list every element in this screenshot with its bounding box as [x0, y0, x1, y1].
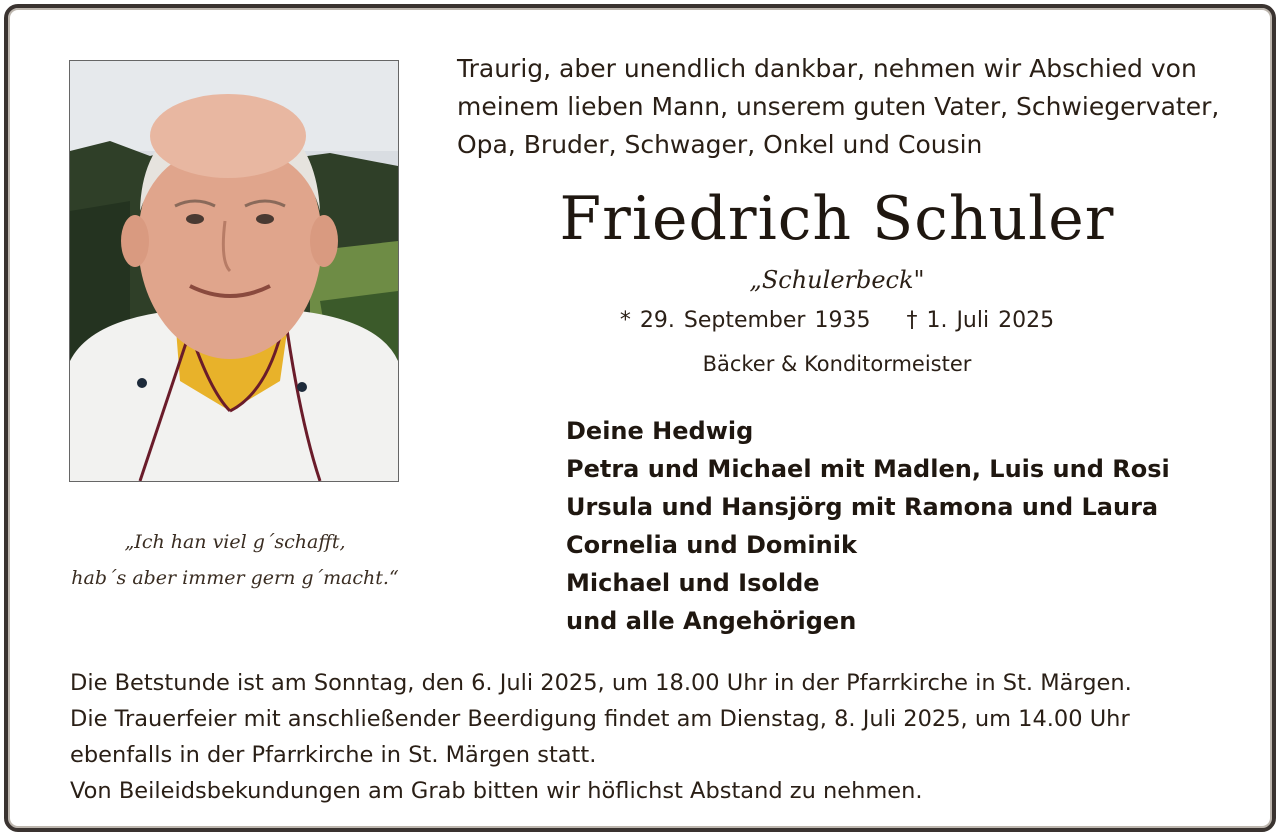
birth-date: * 29. September 1935 [619, 308, 871, 333]
quote-line: „Ich han viel g´schafft, [124, 531, 346, 553]
life-dates [457, 308, 1217, 333]
service-notice [70, 665, 1250, 809]
mourner-line: Michael und Isolde [566, 569, 820, 597]
intro-line: Opa, Bruder, Schwager, Onkel und Cousin [457, 130, 983, 159]
mourner-line: und alle Angehörigen [566, 607, 857, 635]
profession: Bäcker & Konditormeister [702, 352, 972, 376]
notice-line: Die Betstunde ist am Sonntag, den 6. Juli 2025, um 18.00 Uhr in der Pfarrkirche in St. Märgen. [70, 670, 1132, 696]
notice-line: Die Trauerfeier mit anschließender Beerdigung findet am Dienstag, 8. Juli 2025, um 14.00 Uhr [70, 706, 1130, 732]
nickname: „Schulerbeck" [749, 266, 925, 294]
mourner-line: Ursula und Hansjörg mit Ramona und Laura [566, 493, 1159, 521]
mourner-line: Deine Hedwig [566, 417, 754, 445]
intro-line: meinem lieben Mann, unserem guten Vater, Schwiegervater, [457, 92, 1220, 121]
mourner-line: Petra und Michael mit Madlen, Luis und Rosi [566, 455, 1170, 483]
mourner-line: Cornelia und Dominik [566, 531, 857, 559]
intro-line: Traurig, aber unendlich dankbar, nehmen wir Abschied von [457, 54, 1197, 83]
portrait-photo [69, 60, 399, 482]
notice-line: ebenfalls in der Pfarrkirche in St. Märgen statt. [70, 742, 597, 768]
death-date: † 1. Juli 2025 [906, 308, 1055, 333]
mourners-list [566, 412, 1226, 640]
notice-line: Von Beileidsbekundungen am Grab bitten wir höflichst Abstand zu nehmen. [70, 778, 923, 804]
intro-text [457, 50, 1237, 164]
quote-line: hab´s aber immer gern g´macht.“ [71, 567, 399, 589]
quote [40, 524, 430, 596]
deceased-name: Friedrich Schuler [559, 184, 1115, 254]
